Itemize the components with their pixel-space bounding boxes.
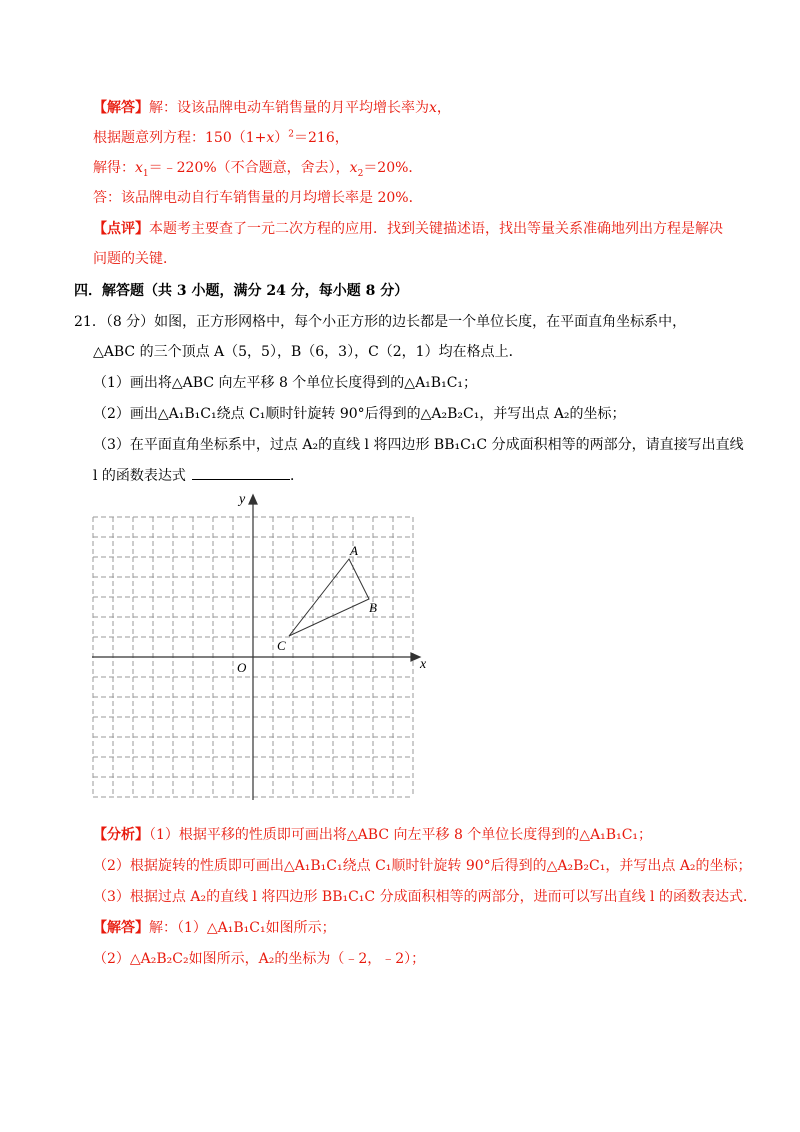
solution-line-1 — [93, 918, 336, 938]
solution-tag: 【解答】 — [93, 920, 149, 936]
variable-x1: x — [135, 160, 143, 176]
root-1: ＝﹣220%（不合题意，舍去）， — [148, 160, 350, 176]
answer-blank — [192, 466, 290, 480]
subscript: 2 — [357, 168, 364, 179]
comment-line-1 — [93, 219, 723, 239]
axes — [92, 495, 420, 800]
comment-tag: 【点评】 — [93, 221, 149, 237]
punct: ． — [289, 468, 304, 484]
answer-line-4: 答：该品牌电动自行车销售量的月均增长率是 20%． — [93, 190, 423, 206]
variable-x: x — [266, 130, 275, 146]
subscript: 1 — [142, 168, 149, 179]
variable-x2: x — [349, 160, 358, 176]
equation-part: 根据题意列方程：150（1+ — [93, 130, 267, 146]
question-21-line-1: 21．（8 分）如图，正方形网格中，每个小正方形的边长都是一个单位长度，在平面直角坐标系中， — [74, 314, 687, 330]
analysis-tag: 【分析】 — [93, 827, 149, 843]
equation-part: ＝216， — [294, 130, 349, 146]
equation-part: ） — [274, 130, 289, 146]
answer-line-1 — [93, 98, 451, 118]
analysis-line-2: （2）根据旋转的性质即可画出△A₁B₁C₁绕点 C₁顺时针旋转 90°后得到的△A₂B₂C₁，并写出点 A₂的坐标； — [93, 858, 752, 874]
point-b-label: B — [369, 600, 377, 615]
y-axis-label: y — [239, 492, 246, 507]
x-axis-label: x — [420, 657, 427, 672]
variable-x: x — [429, 100, 437, 116]
answer-prompt: l 的函数表达式 — [93, 468, 186, 484]
question-21-part-1: （1）画出将△ABC 向左平移 8 个单位长度得到的△A₁B₁C₁； — [93, 375, 478, 391]
x-axis-arrow — [411, 653, 420, 661]
question-21-part-3b — [93, 466, 304, 486]
section-heading: 四．解答题（共 3 小题，满分 24 分，每小题 8 分） — [74, 283, 409, 299]
answer-tag: 【解答】 — [93, 100, 149, 116]
punct: ， — [436, 100, 451, 116]
solution-text-1: 解：（1）△A₁B₁C₁如图所示； — [149, 920, 336, 936]
point-a-label: A — [350, 543, 358, 558]
question-21-part-3: （3）在平面直角坐标系中，过点 A₂的直线 l 将四边形 BB₁C₁C 分成面积相等的两部分，请直接写出直线 — [93, 437, 744, 453]
point-c-label: C — [277, 638, 286, 653]
comment-line-2: 问题的关键． — [93, 251, 177, 267]
question-21-line-2: △ABC 的三个顶点 A（5，5），B（6，3），C（2，1）均在格点上． — [93, 344, 523, 360]
analysis-text-1: （1）根据平移的性质即可画出将△ABC 向左平移 8 个单位长度得到的△A₁B₁C₁； — [149, 827, 653, 843]
y-axis-arrow — [249, 495, 257, 504]
answer-line-3 — [93, 158, 422, 178]
answer-text: 解：设该品牌电动车销售量的月平均增长率为 — [149, 100, 429, 116]
analysis-line-1 — [93, 825, 652, 845]
solve-label: 解得： — [93, 160, 135, 176]
answer-line-2 — [93, 128, 349, 148]
comment-text: 本题考主要查了一元二次方程的应用．找到关键描述语，找出等量关系准确地列出方程是解决 — [149, 221, 723, 237]
question-21-part-2: （2）画出△A₁B₁C₁绕点 C₁顺时针旋转 90°后得到的△A₂B₂C₁，并写出点 A₂的坐标； — [93, 406, 626, 422]
coordinate-grid-figure — [90, 490, 430, 805]
analysis-line-3: （3）根据过点 A₂的直线 l 将四边形 BB₁C₁C 分成面积相等的两部分，进而可以写出直线 l 的函数表达式． — [93, 889, 757, 905]
exponent: 2 — [288, 129, 294, 140]
root-2: ＝20%． — [363, 160, 423, 176]
solution-line-2: （2）△A₂B₂C₂如图所示，A₂的坐标为（﹣2，﹣2）； — [93, 951, 426, 967]
origin-label: O — [237, 660, 247, 675]
